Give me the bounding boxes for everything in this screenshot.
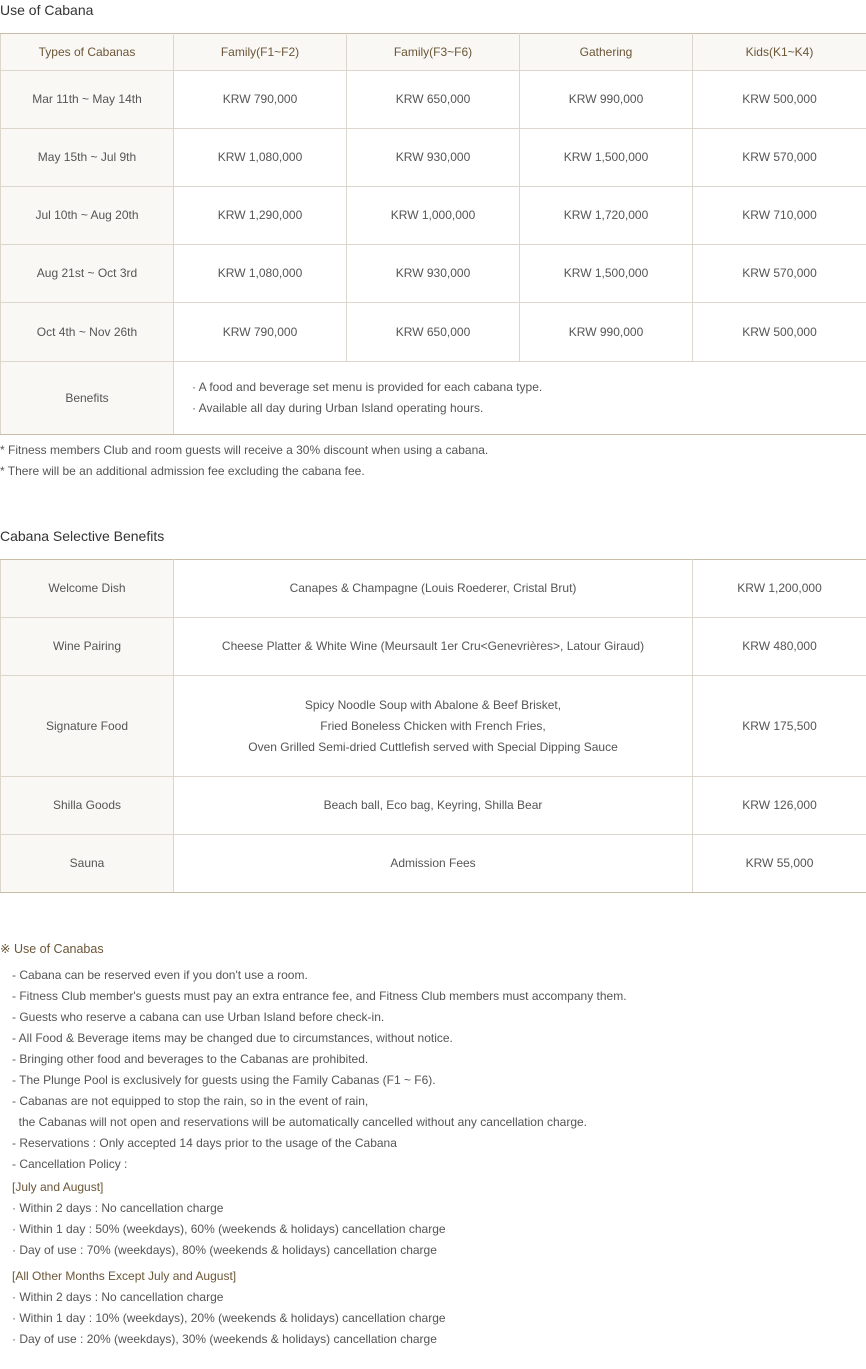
list-item: · Within 2 days : No cancellation charge [12,1290,224,1304]
list-item: - Cabanas are not equipped to stop the rain, so in the event of rain, [12,1094,369,1108]
list-item: · Day of use : 70% (weekdays), 80% (weekends & holidays) cancellation charge [12,1243,437,1257]
column-header: Kids(K1~K4) [693,34,866,71]
price-cell: KRW 500,000 [693,71,866,129]
price-cell: KRW 500,000 [693,303,866,362]
table-row [1,71,866,129]
table-row [1,676,866,777]
note-line: * There will be an additional admission fee excluding the cabana fee. [0,464,365,478]
selective-benefits-table [0,559,866,893]
description-line: Spicy Noodle Soup with Abalone & Beef Brisket, [304,697,562,712]
list-item: - Bringing other food and beverages to the Cabanas are prohibited. [12,1052,369,1066]
price-cell: KRW 1,080,000 [174,129,347,187]
benefit-line: · A food and beverage set menu is provided for each cabana type. [192,380,543,394]
cabana-notes [0,440,488,482]
price-cell: KRW 790,000 [174,71,347,129]
price-cell: KRW 790,000 [174,303,347,362]
section-title-selective-benefits: Cabana Selective Benefits [0,528,165,544]
season-cell: Mar 11th ~ May 14th [1,71,174,129]
list-item: - All Food & Beverage items may be changed due to circumstances, without notice. [12,1031,453,1045]
season-cell: May 15th ~ Jul 9th [1,129,174,187]
description-line: Beach ball, Eco bag, Keyring, Shilla Bear [323,798,543,812]
benefit-price: KRW 480,000 [693,618,866,676]
benefit-price: KRW 1,200,000 [693,560,866,618]
list-item: - The Plunge Pool is exclusively for guests using the Family Cabanas (F1 ~ F6). [12,1073,436,1087]
price-cell: KRW 990,000 [520,71,693,129]
price-cell: KRW 1,500,000 [520,245,693,303]
use-of-cabanas-title: ※ Use of Canabas [0,942,104,956]
benefit-name: Sauna [1,835,174,893]
table-header-row [1,34,866,71]
list-item: the Cabanas will not open and reservations will be automatically cancelled without any cancellation charge. [12,1115,587,1129]
list-item: · Within 1 day : 50% (weekdays), 60% (weekends & holidays) cancellation charge [12,1222,446,1236]
list-item: - Cabana can be reserved even if you don't use a room. [12,968,308,982]
season-cell: Jul 10th ~ Aug 20th [1,187,174,245]
benefits-cell [174,362,866,435]
price-cell: KRW 1,000,000 [347,187,520,245]
price-cell: KRW 990,000 [520,303,693,362]
table-row [1,777,866,835]
benefit-description [174,618,693,676]
table-row [1,245,866,303]
description-line: Fried Boneless Chicken with French Fries, [320,718,546,733]
benefit-line: · Available all day during Urban Island operating hours. [192,401,484,415]
benefit-price: KRW 55,000 [693,835,866,893]
use-of-cabanas-list [12,965,627,1350]
description-line: Oven Grilled Semi-dried Cuttlefish served with Special Dipping Sauce [248,739,618,754]
list-item: - Reservations : Only accepted 14 days prior to the usage of the Cabana [12,1136,397,1150]
benefit-name: Wine Pairing [1,618,174,676]
july-august-heading: [July and August] [12,1180,104,1194]
description-line: Canapes & Champagne (Louis Roederer, Cristal Brut) [289,581,577,595]
benefits-row [1,362,866,435]
table-row [1,560,866,618]
benefit-description [174,560,693,618]
season-cell: Aug 21st ~ Oct 3rd [1,245,174,303]
column-header: Family(F3~F6) [347,34,520,71]
table-row [1,187,866,245]
benefit-description [174,835,693,893]
list-item: · Within 1 day : 10% (weekdays), 20% (weekends & holidays) cancellation charge [12,1311,446,1325]
table-row [1,303,866,362]
section-title-use-of-cabana: Use of Cabana [0,2,94,18]
price-cell: KRW 650,000 [347,71,520,129]
column-header: Family(F1~F2) [174,34,347,71]
price-cell: KRW 1,500,000 [520,129,693,187]
column-header: Gathering [520,34,693,71]
price-cell: KRW 930,000 [347,245,520,303]
list-item: · Day of use : 20% (weekdays), 30% (weekends & holidays) cancellation charge [12,1332,437,1346]
price-cell: KRW 930,000 [347,129,520,187]
price-cell: KRW 1,720,000 [520,187,693,245]
description-line: Admission Fees [390,856,476,870]
price-cell: KRW 650,000 [347,303,520,362]
price-cell: KRW 1,290,000 [174,187,347,245]
price-cell: KRW 710,000 [693,187,866,245]
list-item: - Cancellation Policy : [12,1157,128,1171]
benefit-name: Signature Food [1,676,174,777]
list-item: · Within 2 days : No cancellation charge [12,1201,224,1215]
description-line: Cheese Platter & White Wine (Meursault 1er Cru<Genevrières>, Latour Giraud) [221,639,645,653]
benefit-price: KRW 175,500 [693,676,866,777]
benefit-price: KRW 126,000 [693,777,866,835]
benefit-description [174,777,693,835]
season-cell: Oct 4th ~ Nov 26th [1,303,174,362]
column-header: Types of Cabanas [1,34,174,71]
price-cell: KRW 1,080,000 [174,245,347,303]
table-row [1,129,866,187]
cabana-price-table [0,33,866,435]
benefit-description [174,676,693,777]
price-cell: KRW 570,000 [693,245,866,303]
table-row [1,618,866,676]
other-months-heading: [All Other Months Except July and August] [12,1269,237,1283]
table-row [1,835,866,893]
price-cell: KRW 570,000 [693,129,866,187]
benefit-name: Welcome Dish [1,560,174,618]
benefits-label: Benefits [1,362,174,435]
benefit-name: Shilla Goods [1,777,174,835]
note-line: * Fitness members Club and room guests will receive a 30% discount when using a cabana. [0,443,489,457]
list-item: - Fitness Club member's guests must pay an extra entrance fee, and Fitness Club members must accompany them. [12,989,627,1003]
list-item: - Guests who reserve a cabana can use Urban Island before check-in. [12,1010,385,1024]
